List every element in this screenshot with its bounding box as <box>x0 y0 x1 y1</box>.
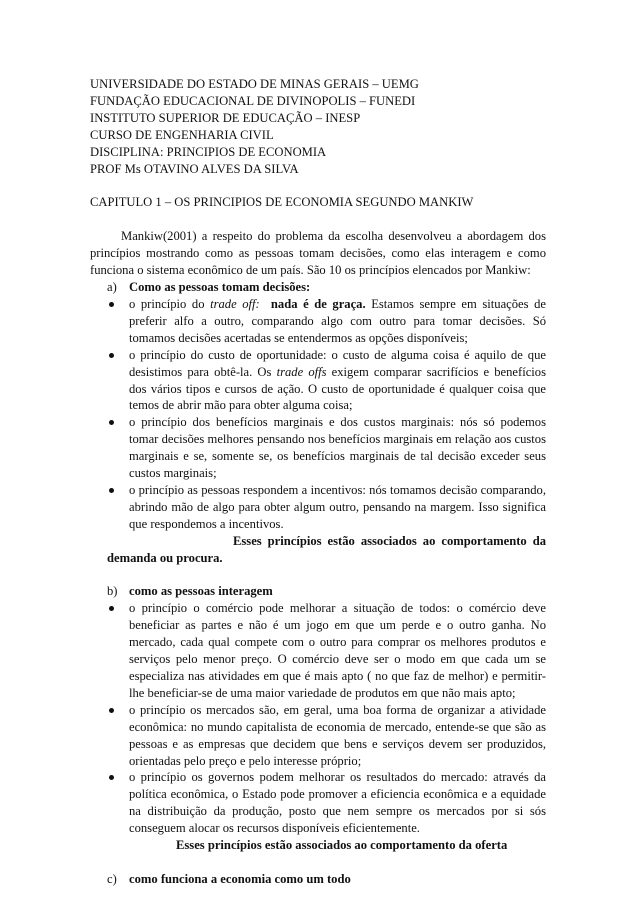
bullet-icon <box>109 302 114 307</box>
header-line-professor: PROF Ms OTAVINO ALVES DA SILVA <box>90 161 299 176</box>
list-item: o princípio os governos podem melhorar os resultados do mercado: através da política econômica, o Estado pode promover a eficiencia econômica e a equidade na distribuição da produção, posto que nem sempre os mercados por si sós conseguem alocar os recursos disponíveis eficientemente. <box>90 769 546 837</box>
section-letter: a) <box>107 280 117 295</box>
bullet-list <box>90 600 546 837</box>
bullet-icon <box>109 775 114 780</box>
term-italic: trade off: <box>210 296 260 311</box>
term-italic: trade offs <box>276 364 327 379</box>
list-item: o princípio do trade off: nada é de graça. Estamos sempre em situações de preferir alfo a outro, comparando algo com outro para tomar decisões. Só tomamos decisões acertadas se entendermos as opções disponíveis; <box>90 296 546 347</box>
list-item: o princípio do custo de oportunidade: o custo de alguma coisa é aquilo de que desistimos para obtê-la. Os trade offs exigem comparar sacrifícios e benefícios dos vários tipos e cursos de ação. O custo de oportunidade é qualquer coisa que temos de abrir mão para obter alguma coisa; <box>90 347 546 415</box>
list-item: o princípio os mercados são, em geral, uma boa forma de organizar a atividade econômica: no mundo capitalista de economia de mercado, entende-se que são as pessoas e as empresas que decidem que bens e serviços devem ser produzidos, orientadas pelo preço e pelo interesse próprio; <box>90 702 546 770</box>
list-item: o princípio as pessoas respondem a incentivos: nós tomamos decisão comparando, abrindo mão de algo para obter algum outro, pensando na margem. Isso significa que respondemos a incentivos. <box>90 482 546 533</box>
section-c-heading <box>90 871 546 888</box>
header-line-foundation: FUNDAÇÃO EDUCACIONAL DE DIVINOPOLIS – FUNEDI <box>90 93 416 108</box>
bullet-icon <box>109 606 114 611</box>
section-title: Como as pessoas tomam decisões: <box>129 280 311 295</box>
bullet-icon <box>109 488 114 493</box>
bullet-icon <box>109 420 114 425</box>
list-item: o princípio o comércio pode melhorar a situação de todos: o comércio deve beneficiar as partes e não é um jogo em que um perde e o outro ganha. No mercado, cada qual compete com o outro para comprar os melhores produtos e serviços pelo menor preço. O comércio deve ser o modo em que cada um se especializa nas atividades em que é mais apto ( no que faz de melhor) e permitir-lhe beneficiar-se de uma maior variedade de produtos em que não mais apto; <box>90 600 546 701</box>
bullet-list <box>90 296 546 533</box>
intro-paragraph: Mankiw(2001) a respeito do problema da escolha desenvolveu a abordagem dos princípios mostrando como as pessoas tomam decisões, como elas interagem e como funciona o sistema econômico de um país. São 10 os princípios elencados por Mankiw: <box>90 229 546 278</box>
bullet-icon <box>109 353 114 358</box>
emphasis-bold: nada é de graça. <box>259 296 366 311</box>
header-line-course: CURSO DE ENGENHARIA CIVIL <box>90 127 274 142</box>
section-a-conclusion: Esses princípios estão associados ao comportamento da demanda ou procura. <box>107 533 546 565</box>
header-line-institute: INSTITUTO SUPERIOR DE EDUCAÇÃO – INESP <box>90 110 361 125</box>
section-title: como as pessoas interagem <box>129 584 273 599</box>
section-title: como funciona a economia como um todo <box>129 871 351 886</box>
section-b-heading <box>90 583 546 600</box>
section-a <box>90 279 546 566</box>
header-line-university: UNIVERSIDADE DO ESTADO DE MINAS GERAIS – UEMG <box>90 77 419 91</box>
institution-header <box>90 76 546 177</box>
list-item: o princípio dos benefícios marginais e dos custos marginais: nós só podemos tomar decisões melhores pensando nos benefícios marginais em relação aos custos marginais e se, somente se, os benefícios marginais de tal decisão exceder seus custos marginais; <box>90 414 546 482</box>
section-c <box>90 871 546 888</box>
bullet-icon <box>109 708 114 713</box>
chapter-title: CAPITULO 1 – OS PRINCIPIOS DE ECONOMIA SEGUNDO MANKIW <box>90 195 474 210</box>
section-b <box>90 583 546 854</box>
section-a-heading <box>90 279 546 296</box>
section-letter: b) <box>107 584 118 599</box>
header-line-discipline: DISCIPLINA: PRINCIPIOS DE ECONOMIA <box>90 144 327 159</box>
section-b-conclusion: Esses princípios estão associados ao comportamento da oferta <box>176 838 508 853</box>
section-letter: c) <box>107 871 117 886</box>
